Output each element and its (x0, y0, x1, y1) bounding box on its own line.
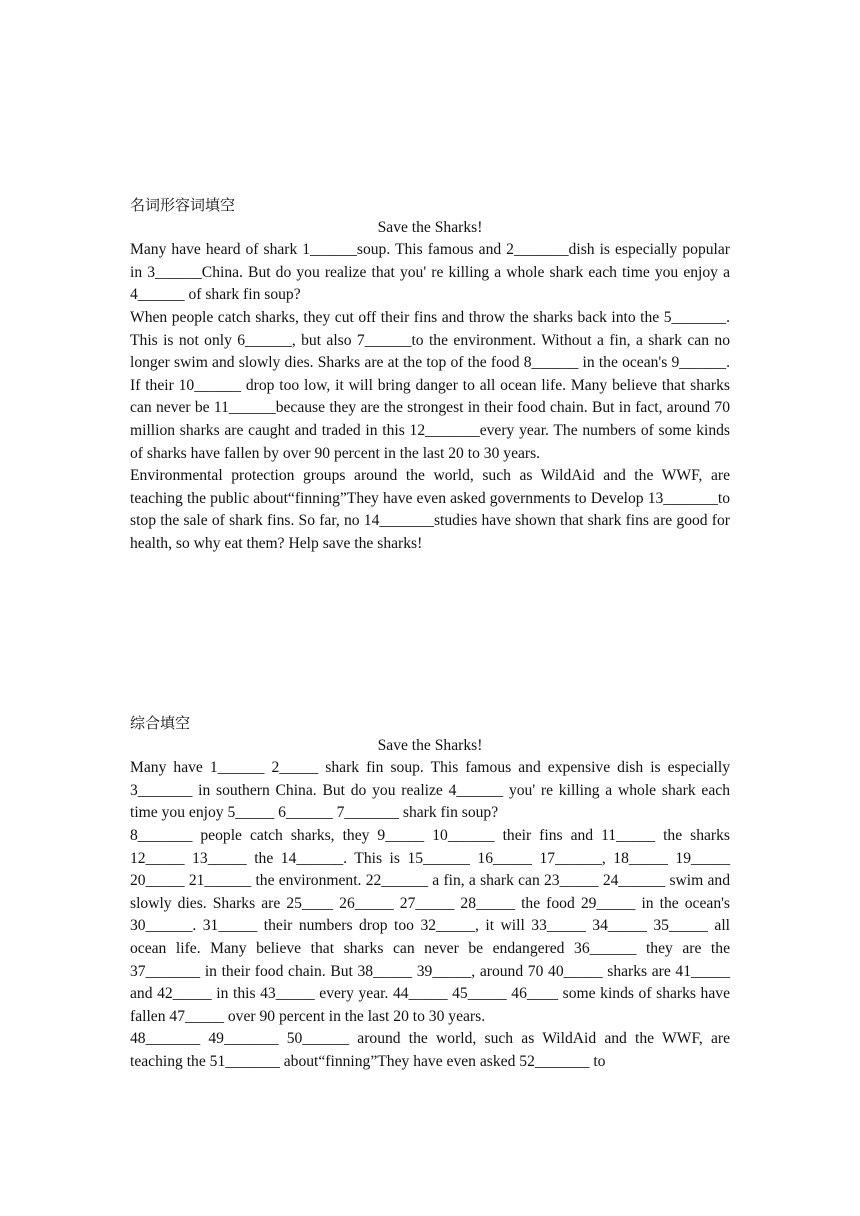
passage-paragraph: 8_______ people catch sharks, they 9_____ 10______ their fins and 11_____ the sharks 12_____ 13_____ the 14______. This is 15______ 16_____ 17______, 18_____ 19_____ 20_____ 21______ the environment. 22______ a fin, a shark can 23_____ 24______ swim and slowly dies. Sharks are 25____ 26_____ 27_____ 28_____ the food 29_____ in the ocean's 30______. 31_____ their numbers drop too 32_____, it will 33_____ 34_____ 35_____ all ocean life. Many believe that sharks can never be endangered 36______ they are the 37_______ in their food chain. But 38_____ 39_____, around 70 40_____ sharks are 41_____ and 42_____ in this 43_____ every year. 44_____ 45_____ 46____ some kinds of sharks have fallen 47_____ over 90 percent in the last 20 to 30 years. (130, 826, 730, 1025)
section-heading: 综合填空 (130, 714, 191, 732)
section-comprehensive-fill-in (130, 712, 730, 1074)
passage-paragraph: Many have heard of shark 1______soup. This famous and 2_______dish is especially popular in 3______China. But do you realize that you' re killing a whole shark each time you enjoy a 4______ of shark fin soup? (130, 241, 730, 304)
section-heading: 名词形容词填空 (130, 196, 236, 214)
passage-title: Save the Sharks! (377, 218, 483, 236)
section-noun-adjective-fill-in (130, 194, 730, 556)
passage-paragraph: 48_______ 49_______ 50______ around the world, such as WildAid and the WWF, are teaching the 51_______ about“finning”They have even asked 52_______ to (130, 1030, 730, 1070)
passage-title: Save the Sharks! (377, 736, 483, 754)
passage-paragraph: When people catch sharks, they cut off their fins and throw the sharks back into the 5_______. This is not only 6______, but also 7______to the environment. Without a fin, a shark can no longer swim and slowly dies. Sharks are at the top of the food 8______ in the ocean's 9______. If their 10______ drop too low, it will bring danger to all ocean life. Many believe that sharks can never be 11______because they are the strongest in their food chain. But in fact, around 70 million sharks are caught and traded in this 12_______every year. The numbers of some kinds of sharks have fallen by over 90 percent in the last 20 to 30 years. (130, 308, 730, 462)
passage-paragraph: Many have 1______ 2_____ shark fin soup. This famous and expensive dish is especially 3_______ in southern China. But do you realize 4______ you' re killing a whole shark each time you enjoy 5_____ 6______ 7_______ shark fin soup? (130, 759, 730, 822)
passage-paragraph: Environmental protection groups around the world, such as WildAid and the WWF, are teaching the public about“finning”They have even asked governments to Develop 13_______to stop the sale of shark fins. So far, no 14_______studies have shown that shark fins are good for health, so why eat them? Help save the sharks! (130, 467, 730, 552)
